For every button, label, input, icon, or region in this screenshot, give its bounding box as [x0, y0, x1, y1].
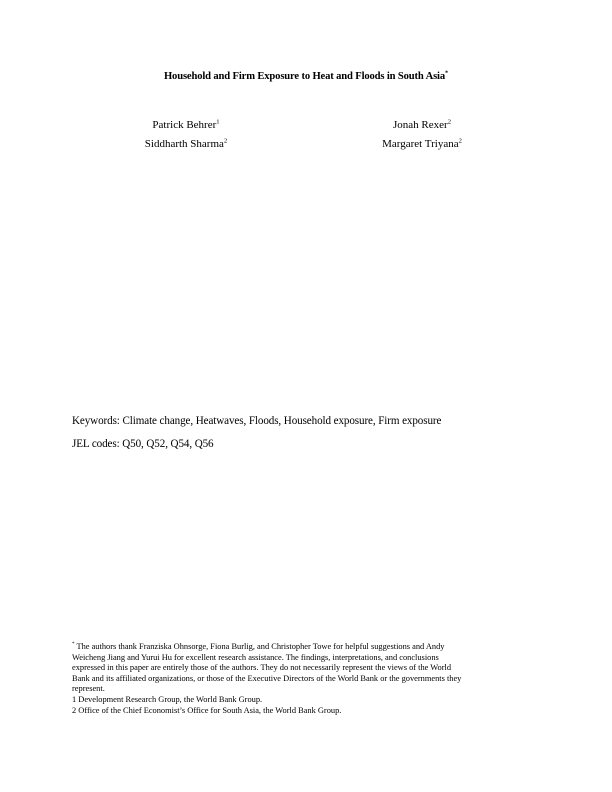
footnotes: [72, 642, 550, 716]
footnote-acknowledgement-line-2: Weicheng Jiang and Yurui Hu for excellent research assistance. The findings, interpretations, and conclusions: [72, 652, 439, 662]
footnote-text: The authors thank Franziska Ohnsorge, Fiona Burlig, and Christopher Towe for helpful suggestions and Andy: [76, 642, 445, 651]
affiliation-mark: 2: [458, 137, 462, 145]
author-2: [322, 119, 522, 131]
footnote-acknowledgement-line-1: [72, 642, 550, 653]
keywords: Keywords: Climate change, Heatwaves, Floods, Household exposure, Firm exposure: [72, 415, 442, 427]
title-footnote-marker: *: [445, 69, 449, 77]
author-name: Siddharth Sharma: [144, 138, 224, 150]
author-4: [322, 138, 522, 150]
affiliation-mark: 1: [216, 118, 220, 126]
paper-title-text: Household and Firm Exposure to Heat and Floods in South Asia: [163, 71, 445, 82]
author-name: Margaret Triyana: [382, 138, 459, 150]
author-3: [86, 138, 286, 150]
affiliation-mark: 2: [223, 137, 228, 145]
jel-codes: JEL codes: Q50, Q52, Q54, Q56: [72, 438, 214, 450]
footnote-affiliation-2: 2 Office of the Chief Economist’s Office for South Asia, the World Bank Group.: [72, 705, 342, 715]
paper-title: [0, 71, 612, 82]
footnote-acknowledgement-line-4: Bank and its affiliated organizations, or those of the Executive Directors of the World Bank or the governments they: [72, 673, 462, 683]
footnote-affiliation-1: 1 Development Research Group, the World Bank Group.: [72, 694, 263, 704]
footnote-acknowledgement-line-5: represent.: [72, 684, 105, 694]
footnote-acknowledgement-line-3: expressed in this paper are entirely those of the authors. They do not necessarily represent the views of the World: [72, 663, 452, 673]
author-name: Jonah Rexer: [393, 119, 448, 131]
author-1: [86, 119, 286, 131]
affiliation-mark: 2: [447, 118, 451, 126]
author-name: Patrick Behrer: [152, 119, 217, 131]
footnote-marker: *: [72, 642, 75, 648]
